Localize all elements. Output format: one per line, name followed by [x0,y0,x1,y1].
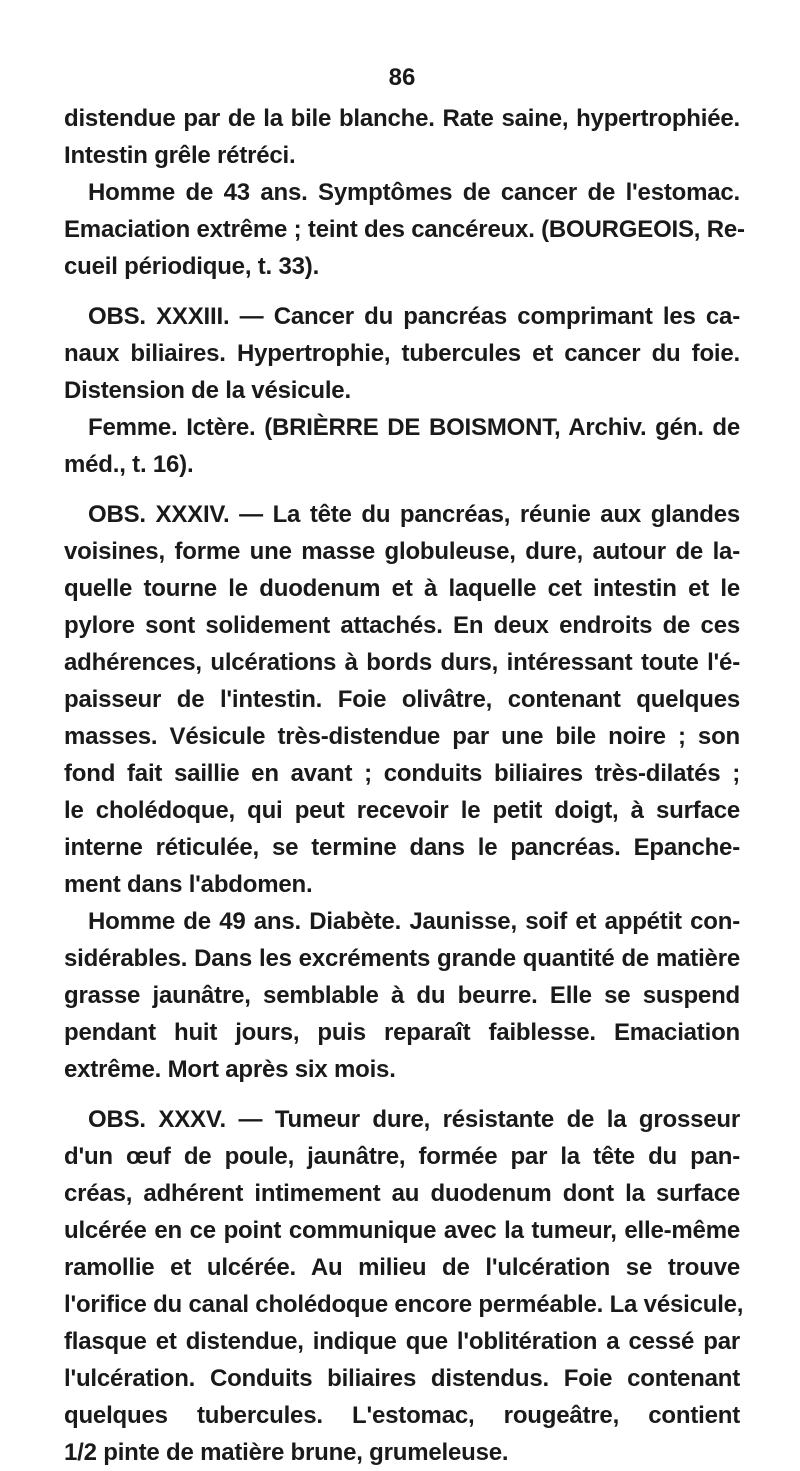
text-line: ramollie et ulcérée. Au milieu de l'ulcération se trouve [64,1254,740,1281]
text-line: le cholédoque, qui peut recevoir le petit doigt, à surface [64,797,740,824]
text-line: pendant huit jours, puis reparaît faiblesse. Emaciation [64,1019,740,1046]
page-number: 86 [388,64,416,91]
text-line: 1/2 pinte de matière brune, grumeleuse. [64,1439,509,1466]
text-line: distendue par de la bile blanche. Rate saine, hypertrophiée. [64,105,740,132]
text-line: flasque et distendue, indique que l'oblitération a cessé par [64,1328,740,1355]
text-line: Femme. Ictère. (BRIÈRRE DE BOISMONT, Archiv. gén. de [88,414,740,441]
text-line: créas, adhérent intimement au duodenum dont la surface [64,1180,740,1207]
text-line: extrême. Mort après six mois. [64,1056,396,1083]
text-line: ulcérée en ce point communique avec la tumeur, elle-même [64,1217,740,1244]
text-line: Intestin grêle rétréci. [64,142,296,169]
text-line: paisseur de l'intestin. Foie olivâtre, contenant quelques [64,686,740,713]
text-line: grasse jaunâtre, semblable à du beurre. Elle se suspend [64,982,740,1009]
page-text [64,100,745,1471]
text-line: pylore sont solidement attachés. En deux endroits de ces [64,612,740,639]
text-line: d'un œuf de poule, jaunâtre, formée par la tête du pan- [64,1143,740,1170]
text-line: sidérables. Dans les excréments grande quantité de matière [64,945,740,972]
text-line: ment dans l'abdomen. [64,871,313,898]
text-line: Emaciation extrême ; teint des cancéreux. (BOURGEOIS, Re- [64,216,745,243]
text-line: OBS. XXXIII. — Cancer du pancréas comprimant les ca- [88,303,740,330]
text-line: l'ulcération. Conduits biliaires distendus. Foie contenant [64,1365,740,1392]
text-line: l'orifice du canal cholédoque encore perméable. La vésicule, [64,1291,744,1318]
text-line: Distension de la vésicule. [64,377,351,404]
text-line: naux biliaires. Hypertrophie, tubercules et cancer du foie. [64,340,740,367]
text-line: fond fait saillie en avant ; conduits biliaires très-dilatés ; [64,760,740,787]
text-line: OBS. XXXIV. — La tête du pancréas, réunie aux glandes [88,501,740,528]
text-line: interne réticulée, se termine dans le pancréas. Epanche- [64,834,740,861]
text-line: voisines, forme une masse globuleuse, dure, autour de la- [64,538,740,565]
text-line: cueil périodique, t. 33). [64,253,320,280]
text-line: masses. Vésicule très-distendue par une bile noire ; son [64,723,740,750]
text-line: adhérences, ulcérations à bords durs, intéressant toute l'é- [64,649,740,676]
text-line: Homme de 49 ans. Diabète. Jaunisse, soif et appétit con- [88,908,740,935]
text-line: quelques tubercules. L'estomac, rougeâtre, contient [64,1402,740,1429]
text-line: quelle tourne le duodenum et à laquelle cet intestin et le [64,575,740,602]
text-line: méd., t. 16). [64,451,194,478]
text-line: OBS. XXXV. — Tumeur dure, résistante de la grosseur [88,1106,740,1133]
text-line: Homme de 43 ans. Symptômes de cancer de l'estomac. [88,179,740,206]
book-page [64,64,745,1471]
